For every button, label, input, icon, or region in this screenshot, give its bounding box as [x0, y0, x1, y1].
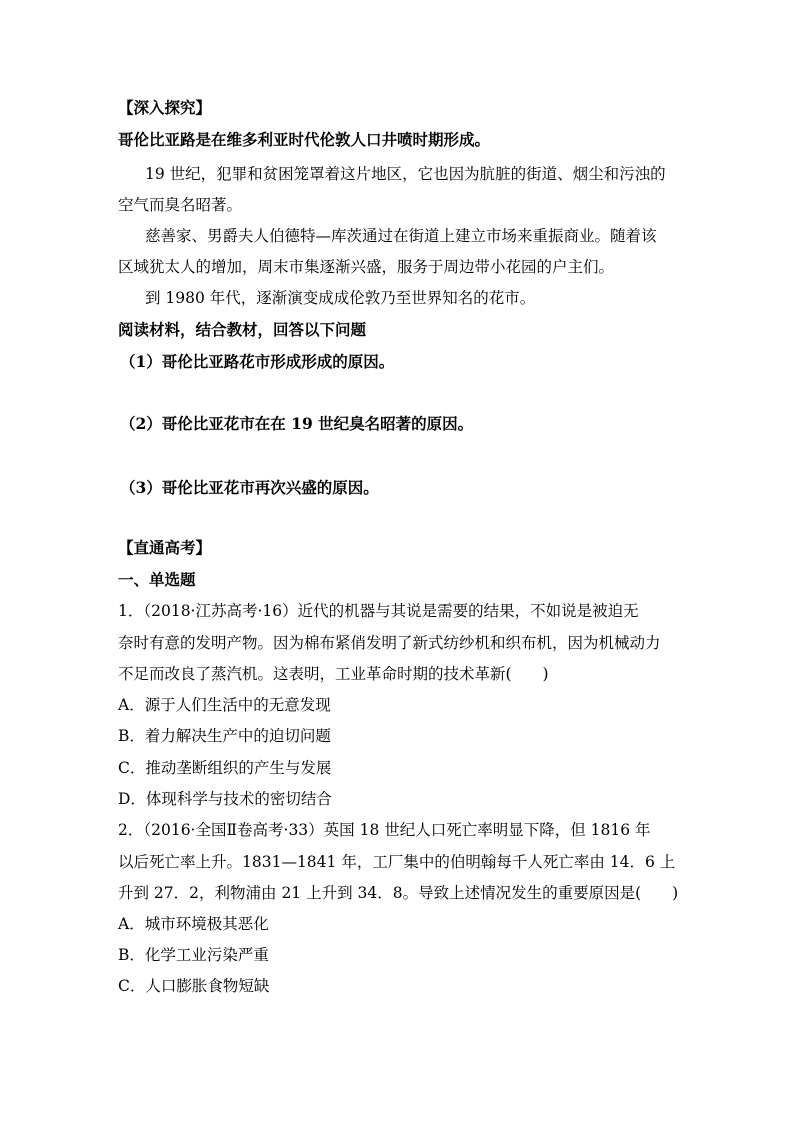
exam-q1-option-b: B．着力解决生产中的迫切问题: [118, 727, 331, 745]
exam-q2-option-a: A．城市环境极其恶化: [118, 915, 269, 933]
exam-q2-line-2: 以后死亡率上升。1831—1841 年，工厂集中的伯明翰每千人死亡率由 14．6 上: [118, 853, 676, 871]
exam-q1-line-1: 1．（2018·江苏高考·16）近代的机器与其说是需要的结果，不如说是被迫无: [118, 602, 639, 620]
material-paragraph-3: 到 1980 年代，逐渐演变成成伦敦乃至世界知名的花市。: [145, 289, 536, 307]
exam-q2-line-3: 升到 27．2，利物浦由 21 上升到 34．8。导致上述情况发生的重要原因是( ): [118, 884, 679, 902]
exam-heading: 【直通高考】: [118, 538, 212, 557]
exam-q1-option-a: A．源于人们生活中的无意发现: [118, 696, 331, 714]
exam-section-title: 一、单选题: [118, 570, 196, 589]
exam-q2-line-1: 2．（2016·全国Ⅱ卷高考·33）英国 18 世纪人口死亡率明显下降，但 1816 年: [118, 821, 651, 839]
exam-q1-option-c: C．推动垄断组织的产生与发展: [118, 759, 332, 777]
question-2: （2）哥伦比亚花市在在 19 世纪臭名昭著的原因。: [120, 414, 474, 433]
question-3: （3）哥伦比亚花市再次兴盛的原因。: [120, 478, 379, 497]
material-paragraph-2-line-2: 区域犹太人的增加，周末市集逐渐兴盛，服务于周边带小花园的户主们。: [118, 258, 615, 276]
exam-q1-option-d: D．体现科学与技术的密切结合: [118, 790, 332, 808]
question-1: （1）哥伦比亚路花市形成形成的原因。: [120, 352, 395, 371]
material-paragraph-1-line-1: 19 世纪，犯罪和贫困笼罩着这片地区，它也因为肮脏的街道、烟尘和污浊的: [145, 165, 666, 183]
material-paragraph-2-line-1: 慈善家、男爵夫人伯德特—库茨通过在街道上建立市场来重振商业。随着该: [145, 227, 657, 245]
exam-q1-line-2: 奈时有意的发明产物。因为棉布紧俏发明了新式纺纱机和织布机，因为机械动力: [118, 634, 661, 652]
explore-heading: 【深入探究】: [118, 98, 212, 117]
material-paragraph-1-line-2: 空气而臭名昭著。: [118, 196, 243, 214]
reading-instruction: 阅读材料，结合教材，回答以下问题: [118, 320, 367, 339]
exam-q2-option-b: B．化学工业污染严重: [118, 946, 269, 964]
exam-q1-line-3: 不足而改良了蒸汽机。这表明，工业革命时期的技术革新( ): [118, 665, 549, 683]
explore-title: 哥伦比亚路是在维多利亚时代伦敦人口井喷时期形成。: [118, 130, 491, 149]
exam-q2-option-c: C．人口膨胀食物短缺: [118, 977, 270, 995]
